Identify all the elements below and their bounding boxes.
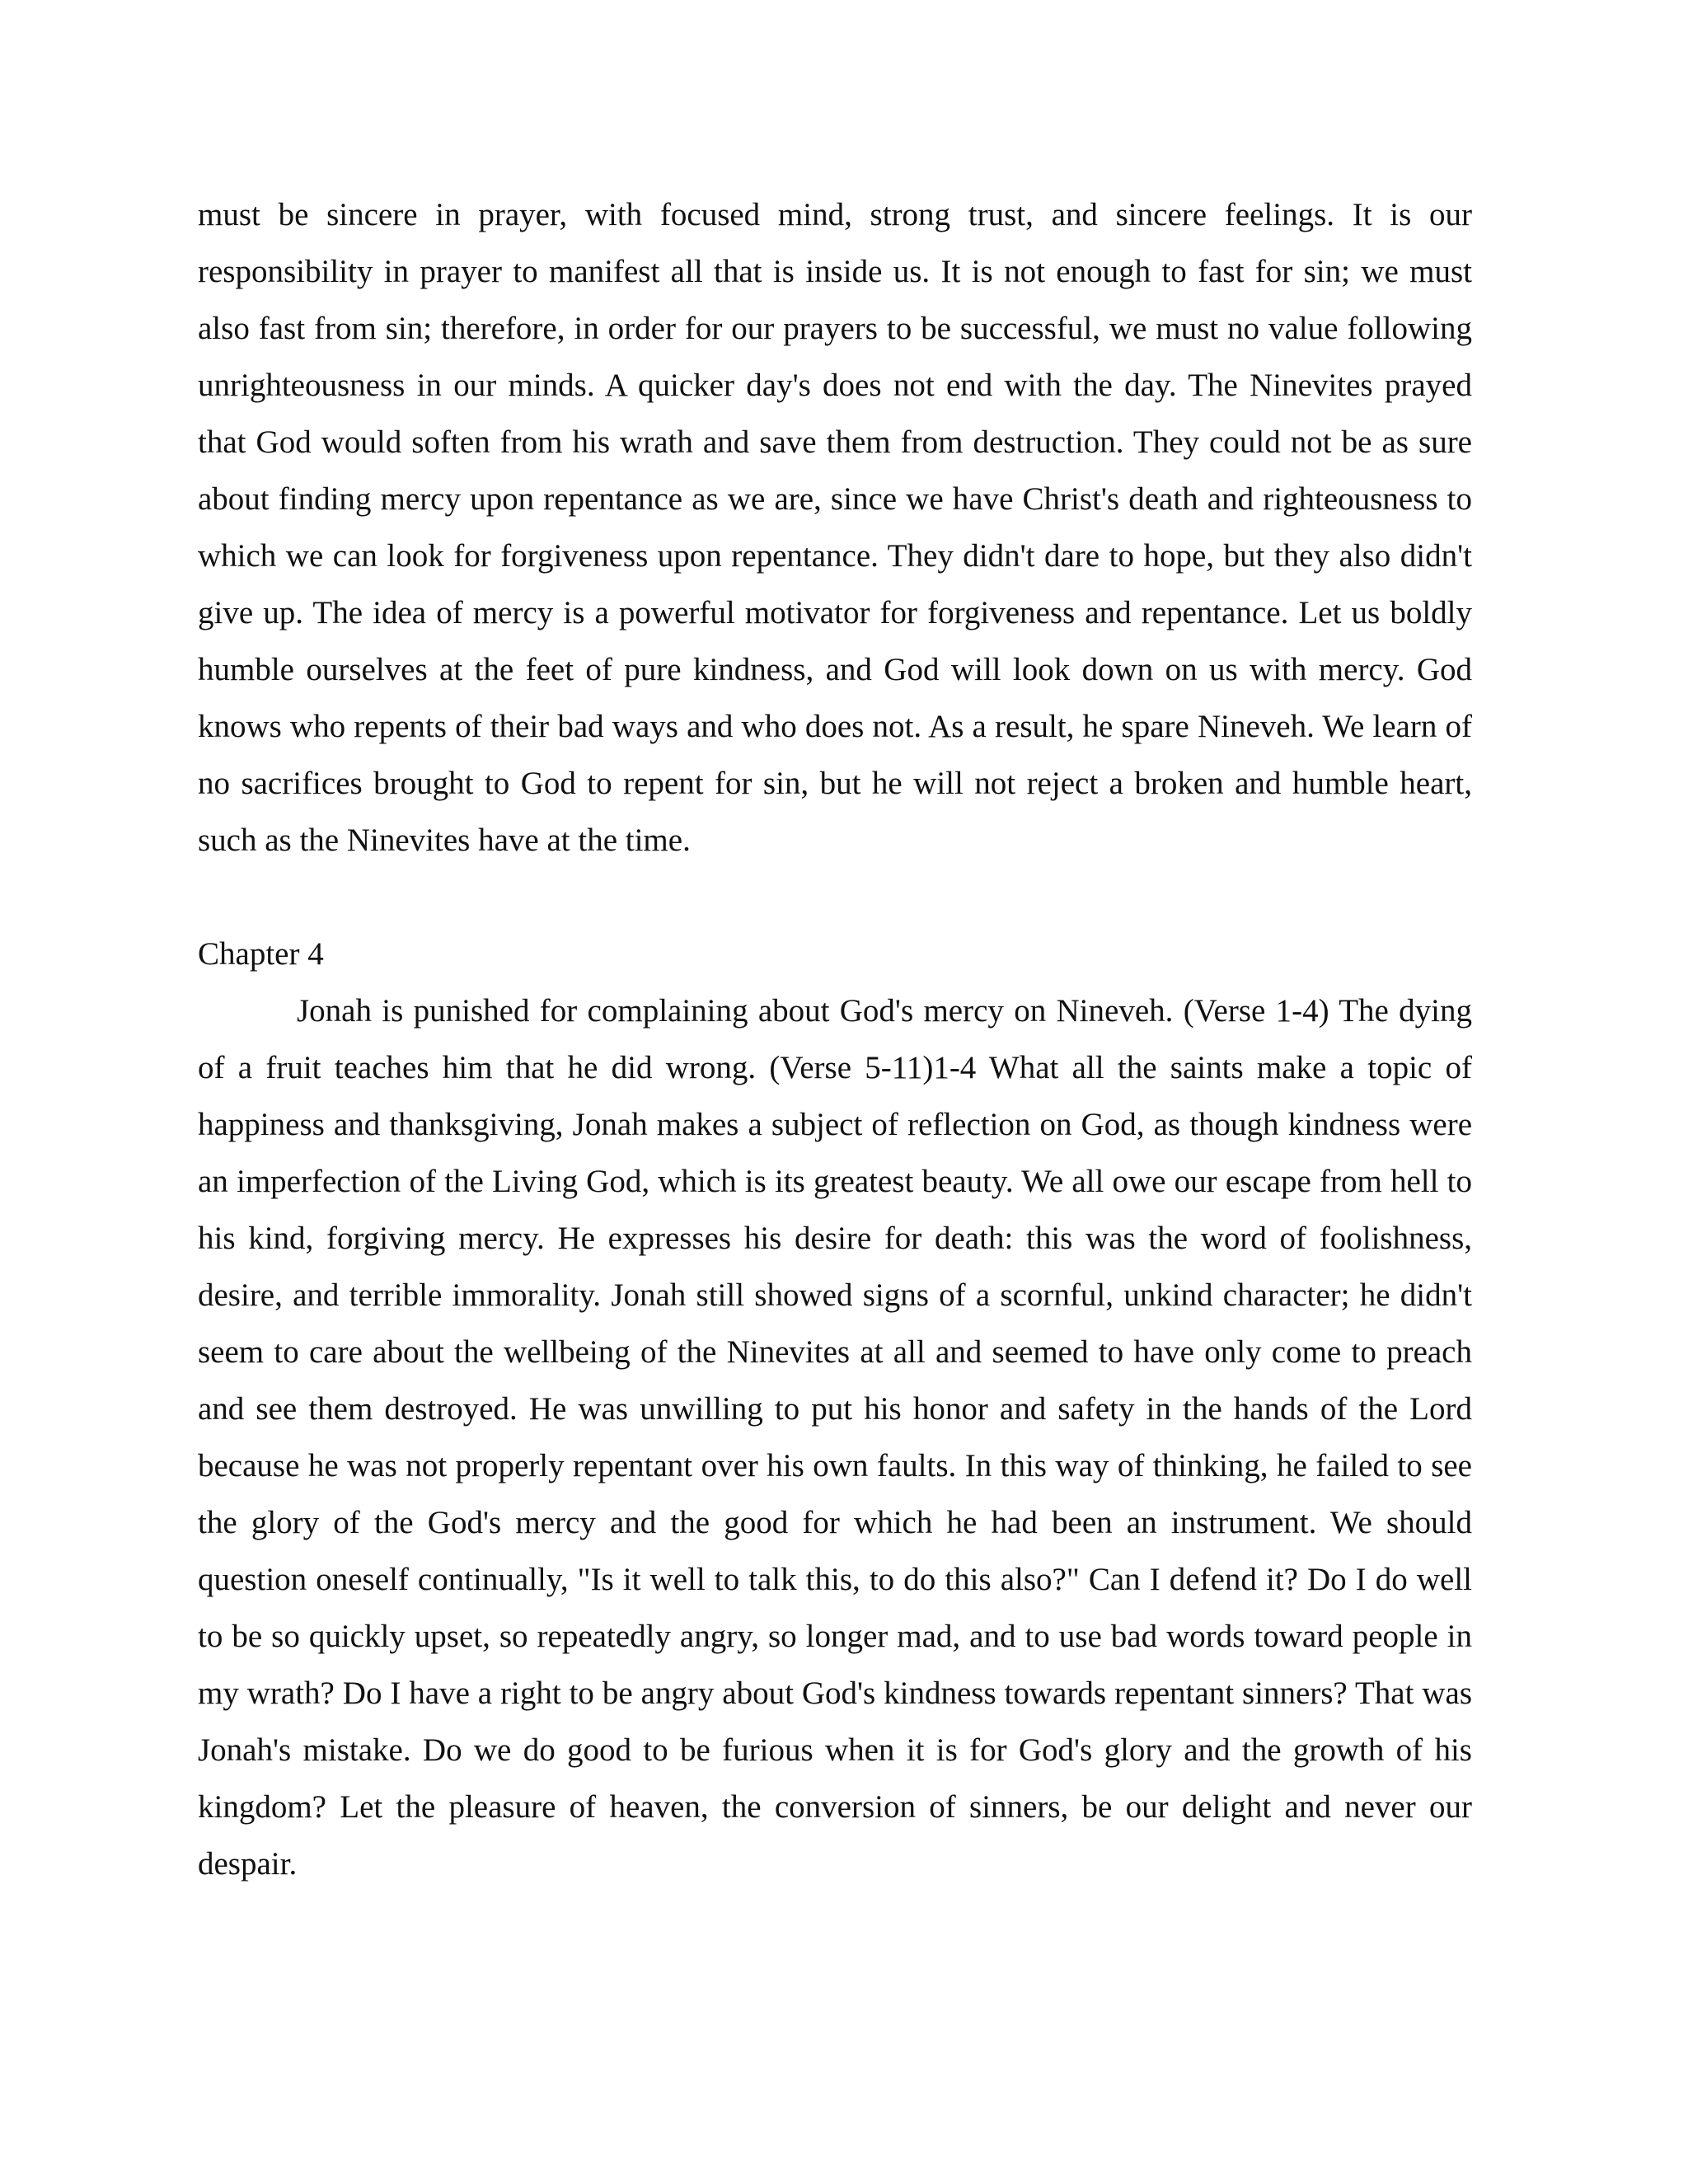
paragraph-prayer-repentance: must be sincere in prayer, with focused mind, strong trust, and sincere feelings. It is our responsibility in prayer to manifest all that is inside us. It is not enough to fast for sin; we must also fast from sin; therefore, in order for our prayers to be successful, we must no value following unrighteousness in our minds. A quicker day's does not end with the day. The Ninevites prayed that God would soften from his wrath and save them from destruction. They could not be as sure about finding mercy upon repentance as we are, since we have Christ's death and righteousness to which we can look for forgiveness upon repentance. They didn't dare to hope, but they also didn't give up. The idea of mercy is a powerful motivator for forgiveness and repentance. Let us boldly humble ourselves at the feet of pure kindness, and God will look down on us with mercy. God knows who repents of their bad ways and who does not. As a result, he spare Nineveh. We learn of no sacrifices brought to God to repent for sin, but he will not reject a broken and humble heart, such as the Ninevites have at the time. (198, 197, 1472, 858)
paragraph-spacer (198, 869, 1472, 926)
paragraph-chapter-4: Jonah is punished for complaining about God's mercy on Nineveh. (Verse 1-4) The dying of a fruit teaches him that he did wrong. (Verse 5-11)1-4 What all the saints make a topic of happiness and thanksgiving, Jonah makes a subject of reflection on God, as though kindness were an imperfection of the Living God, which is its greatest beauty. We all owe our escape from hell to his kind, forgiving mercy. He expresses his desire for death: this was the word of foolishness, desire, and terrible immorality. Jonah still showed signs of a scornful, unkind character; he didn't seem to care about the wellbeing of the Ninevites at all and seemed to have only come to preach and see them destroyed. He was unwilling to put his honor and safety in the hands of the Lord because he was not properly repentant over his own faults. In this way of thinking, he failed to see the glory of the God's mercy and the good for which he had been an instrument. We should question oneself continually, "Is it well to talk this, to do this also?" Can I defend it? Do I do well to be so quickly upset, so repeatedly angry, so longer mad, and to use bad words toward people in my wrath? Do I have a right to be angry about God's kindness towards repentant sinners? That was Jonah's mistake. Do we do good to be furious when it is for God's glory and the growth of his kingdom? Let the pleasure of heaven, the conversion of sinners, be our delight and never our despair. (198, 993, 1472, 1882)
chapter-heading: Chapter 4 (198, 936, 324, 972)
document-body (198, 186, 1472, 1892)
